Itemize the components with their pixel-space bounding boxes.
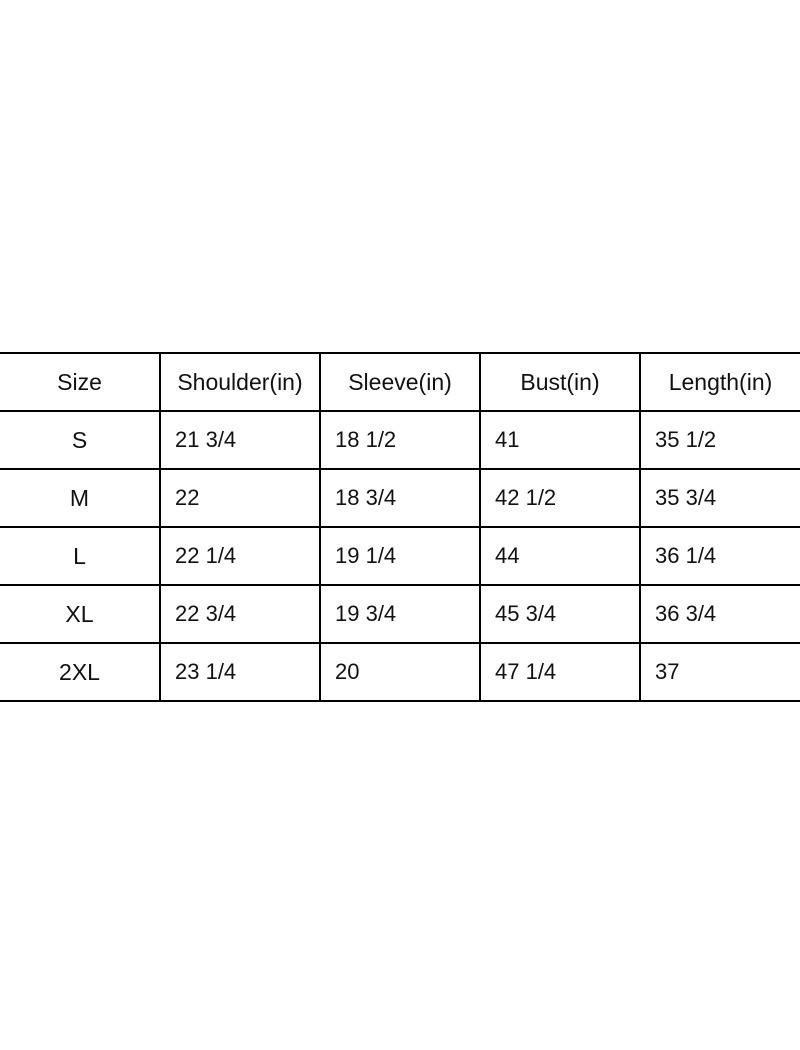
cell-bust: 42 1/2: [480, 469, 640, 527]
column-header-size: Size: [0, 353, 160, 411]
table-row: [0, 585, 800, 643]
cell-sleeve: 18 1/2: [320, 411, 480, 469]
size-chart-table-container: [0, 352, 800, 702]
cell-size: S: [0, 411, 160, 469]
cell-length: 35 3/4: [640, 469, 800, 527]
table-body: [0, 411, 800, 701]
table-row: [0, 643, 800, 701]
cell-length: 36 1/4: [640, 527, 800, 585]
cell-size: M: [0, 469, 160, 527]
table-header: [0, 353, 800, 411]
cell-sleeve: 18 3/4: [320, 469, 480, 527]
cell-shoulder: 22 3/4: [160, 585, 320, 643]
size-chart-table: [0, 352, 800, 702]
cell-length: 36 3/4: [640, 585, 800, 643]
cell-sleeve: 20: [320, 643, 480, 701]
cell-length: 35 1/2: [640, 411, 800, 469]
column-header-bust: Bust(in): [480, 353, 640, 411]
cell-bust: 41: [480, 411, 640, 469]
cell-bust: 44: [480, 527, 640, 585]
cell-shoulder: 23 1/4: [160, 643, 320, 701]
cell-bust: 45 3/4: [480, 585, 640, 643]
cell-bust: 47 1/4: [480, 643, 640, 701]
cell-size: XL: [0, 585, 160, 643]
cell-shoulder: 22: [160, 469, 320, 527]
cell-shoulder: 21 3/4: [160, 411, 320, 469]
column-header-shoulder: Shoulder(in): [160, 353, 320, 411]
table-row: [0, 469, 800, 527]
column-header-length: Length(in): [640, 353, 800, 411]
cell-shoulder: 22 1/4: [160, 527, 320, 585]
cell-sleeve: 19 1/4: [320, 527, 480, 585]
cell-size: L: [0, 527, 160, 585]
table-row: [0, 527, 800, 585]
cell-length: 37: [640, 643, 800, 701]
table-row: [0, 411, 800, 469]
cell-sleeve: 19 3/4: [320, 585, 480, 643]
column-header-sleeve: Sleeve(in): [320, 353, 480, 411]
cell-size: 2XL: [0, 643, 160, 701]
table-header-row: [0, 353, 800, 411]
